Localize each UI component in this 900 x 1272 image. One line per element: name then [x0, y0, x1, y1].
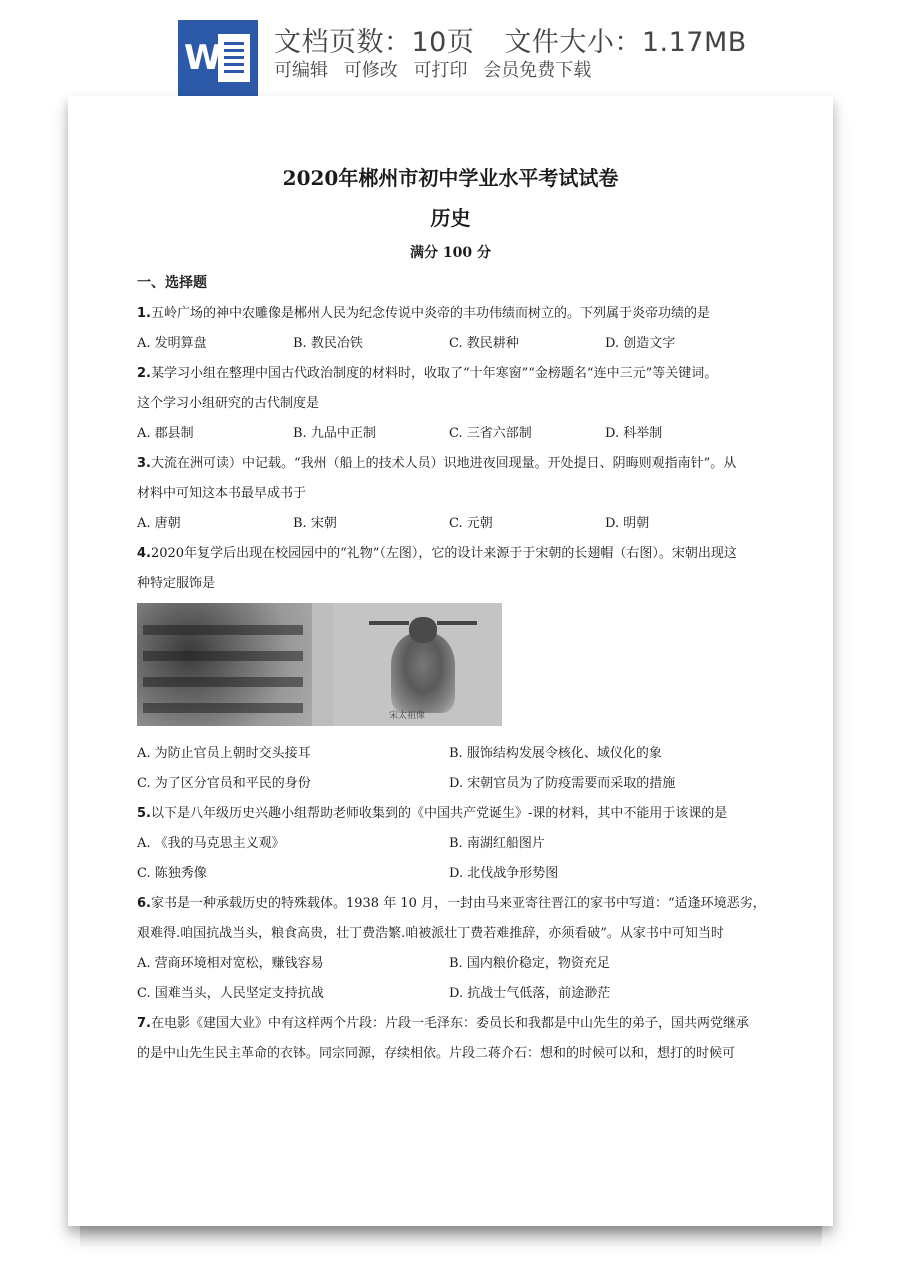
question-number: 6.: [137, 896, 151, 911]
option-a[interactable]: A. 为防止官员上朝时交头接耳: [137, 746, 311, 761]
question-line: [137, 542, 737, 561]
hat-wing-left: [369, 621, 409, 625]
option-d[interactable]: D. 科举制: [605, 426, 663, 441]
question-text: 2020年复学后出现在校园园中的“礼物”（左图），它的设计来源于于宋朝的长翅帽（右图）。宋朝出现这: [150, 546, 737, 561]
question-text: 以下是八年级历史兴趣小组帮助老师收集到的《中国共产党诞生》-课的材料，其中不能用于该课的是: [150, 806, 728, 821]
option-b[interactable]: B. 国内粮价稳定，物资充足: [449, 956, 610, 971]
question-text: 在电影《建国大业》中有这样两个片段：片段一毛泽东：委员长和我都是中山先生的弟子，国共两党继承: [150, 1016, 749, 1031]
option-d[interactable]: D. 宋朝官员为了防疫需要而采取的措施: [449, 776, 676, 791]
question-number: 3.: [137, 456, 151, 471]
option-a[interactable]: A. 唐朝: [137, 516, 181, 531]
question-line: [137, 362, 717, 381]
question-line: [137, 802, 727, 821]
question-line: [137, 302, 710, 321]
question-line: [137, 1012, 749, 1031]
portrait-caption: 宋太祖像: [389, 711, 426, 721]
option-c[interactable]: C. 元朝: [449, 516, 493, 531]
question-line: 种特定服饰是: [137, 576, 216, 591]
portrait-head: [409, 617, 437, 643]
option-d[interactable]: D. 创造文字: [605, 336, 676, 351]
question-number: 2.: [137, 366, 151, 381]
option-a[interactable]: A. 营商环境相对宽松，赚钱容易: [137, 956, 324, 971]
feature-modifiable: 可修改: [343, 60, 398, 81]
classroom-photo: [137, 603, 312, 726]
option-a[interactable]: A. 《我的马克思主义观》: [137, 836, 285, 851]
feature-printable: 可打印: [413, 60, 468, 81]
option-c[interactable]: C. 国难当头，人民坚定支持抗战: [137, 986, 324, 1001]
option-d[interactable]: D. 抗战士气低落，前途渺茫: [449, 986, 611, 1001]
full-score: 满分 100 分: [410, 245, 491, 261]
option-d[interactable]: D. 明朝: [605, 516, 650, 531]
hat-wing-right: [437, 621, 477, 625]
question-line: [137, 452, 736, 471]
question-number: 7.: [137, 1016, 151, 1031]
option-b[interactable]: B. 九品中正制: [293, 426, 376, 441]
question-4-photo: [137, 603, 502, 726]
song-official-portrait: [333, 603, 502, 726]
download-banner: [0, 0, 900, 96]
option-c[interactable]: C. 为了区分官员和平民的身份: [137, 776, 311, 791]
option-c[interactable]: C. 教民耕种: [449, 336, 519, 351]
question-line: 的是中山先生民主革命的衣钵。同宗同源，存续相依。片段二蒋介石：想和的时候可以和，想打的时候可: [137, 1046, 736, 1061]
question-line: 这个学习小组研究的古代制度是: [137, 396, 320, 411]
question-number: 5.: [137, 806, 151, 821]
feature-list: [274, 56, 601, 82]
option-b[interactable]: B. 南湖红船图片: [449, 836, 545, 851]
portrait-figure: [391, 633, 455, 713]
option-b[interactable]: B. 服饰结构发展令核化、域仪化的象: [449, 746, 662, 761]
question-text: 某学习小组在整理中国古代政治制度的材料时，收取了“十年寒窗”“金榜题名“连中三元”等关键词。: [150, 366, 718, 381]
question-text: 大流在洲可读）中记载。“我州（船上的技术人员）识地进夜回现量。开处提日、阴晦则观指南针”。从: [150, 456, 737, 471]
page-shadow: [80, 1226, 822, 1248]
option-c[interactable]: C. 陈独秀像: [137, 866, 207, 881]
question-line: 材料中可知这本书最早成书于: [137, 486, 307, 501]
page-count: 文档页数：10页: [274, 27, 475, 58]
question-number: 4.: [137, 546, 151, 561]
question-text: 家书是一种承载历史的特殊载体。1938 年 10 月，一封由马来亚寄往晋江的家书中写道：“适逢环境恶劣，: [150, 896, 766, 911]
question-line: [137, 892, 766, 911]
question-text: 五岭广场的神中农雕像是郴州人民为纪念传说中炎帝的丰功伟绩而树立的。下列属于炎帝功绩的是: [150, 306, 710, 321]
document-subject: 历史: [430, 206, 471, 230]
feature-member-download[interactable]: 会员免费下载: [483, 60, 592, 81]
option-a[interactable]: A. 郡县制: [137, 426, 194, 441]
question-number: 1.: [137, 306, 151, 321]
option-b[interactable]: B. 教民冶铁: [293, 336, 363, 351]
document-title: 2020年郴州市初中学业水平考试试卷: [282, 166, 619, 190]
option-a[interactable]: A. 发明算盘: [137, 336, 207, 351]
section-heading: 一、选择题: [137, 275, 207, 291]
option-c[interactable]: C. 三省六部制: [449, 426, 532, 441]
word-letter: W: [184, 38, 222, 78]
file-info: [274, 20, 747, 59]
document-page: [68, 96, 833, 1226]
option-b[interactable]: B. 宋朝: [293, 516, 337, 531]
feature-editable: 可编辑: [274, 60, 328, 81]
question-line: 艰难得.咱国抗战当头，粮食高贵，壮丁费浩繁.咱被派壮丁费若难推辞，亦须看破”。从家书中可知当时: [137, 926, 724, 941]
option-d[interactable]: D. 北伐战争形势图: [449, 866, 559, 881]
file-size: 文件大小：1.17MB: [504, 27, 747, 58]
word-doc-icon: [178, 20, 258, 96]
